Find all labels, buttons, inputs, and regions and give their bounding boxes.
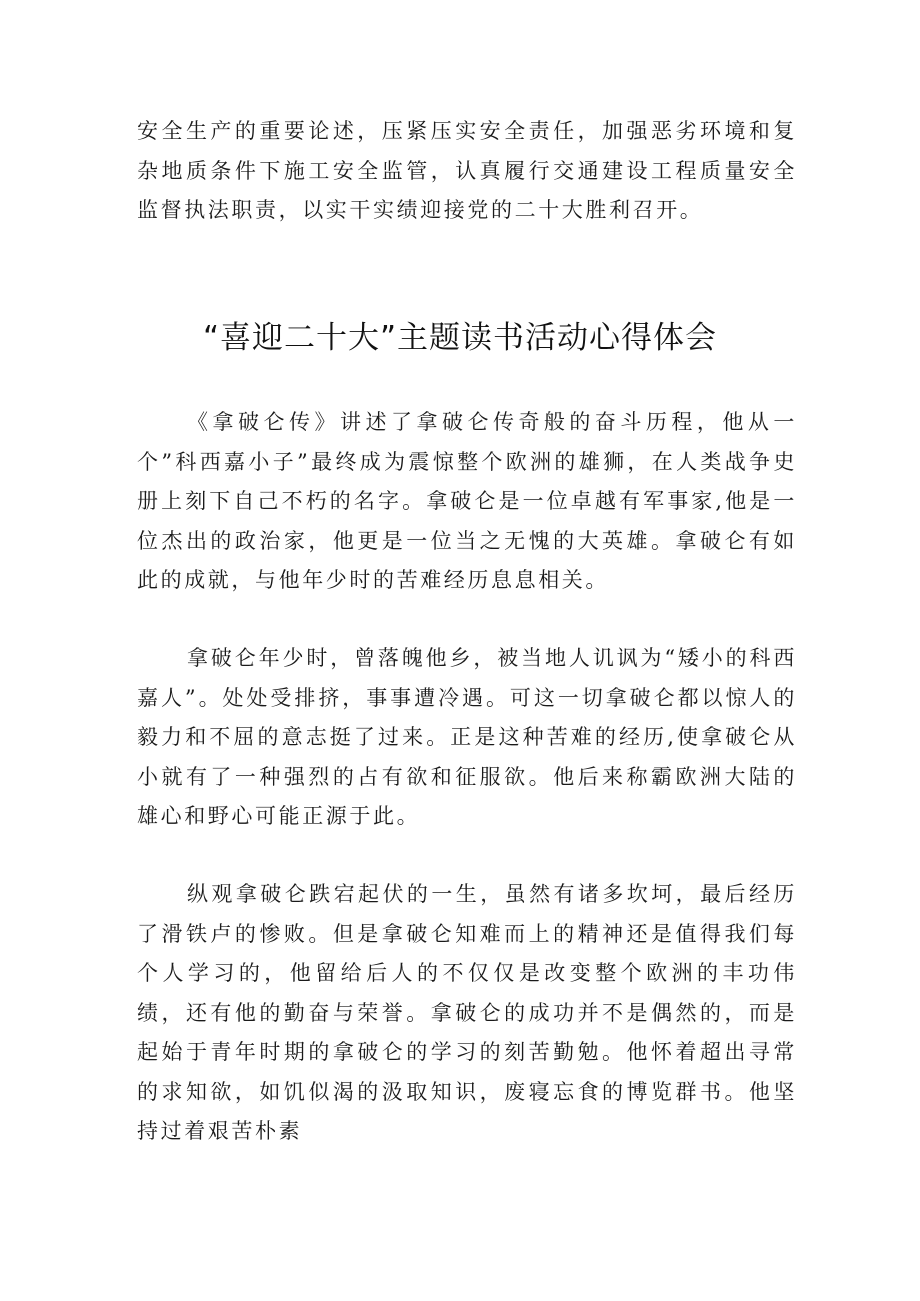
paragraph-3: 纵观拿破仑跌宕起伏的一生，虽然有诸多坎坷，最后经历了滑铁卢的惨败。但是拿破仑知难而上的精神还是值得我们每个人学习的，他留给后人的不仅仅是改变整个欧洲的丰功伟绩，还有他的勤奋与荣誉。拿破仑的成功并不是偶然的，而是起始于青年时期的拿破仑的学习的刻苦勤勉。他怀着超出寻常的求知欲，如饥似渴的汲取知识，废寝忘食的博览群书。他坚持过着艰苦朴素 — [137, 882, 797, 1143]
intro-paragraph: 安全生产的重要论述，压紧压实安全责任，加强恶劣环境和复杂地质条件下施工安全监管，认真履行交通建设工程质量安全监督执法职责，以实干实绩迎接党的二十大胜利召开。 — [137, 119, 797, 222]
paragraph-1: 《拿破仑传》讲述了拿破仑传奇般的奋斗历程，他从一个”科西嘉小子”最终成为震惊整个欧洲的雄狮，在人类战争史册上刻下自己不朽的名字。拿破仑是一位卓越有军事家,他是一位杰出的政治家，他更是一位当之无愧的大英雄。拿破仑有如此的成就，与他年少时的苦难经历息息相关。 — [137, 410, 797, 592]
paragraph-2: 拿破仑年少时，曾落魄他乡，被当地人讥讽为“矮小的科西嘉人”。处处受排挤，事事遭冷遇。可这一切拿破仑都以惊人的毅力和不屈的意志挺了过来。正是这种苦难的经历,使拿破仑从小就有了一种强烈的占有欲和征服欲。他后来称霸欧洲大陆的雄心和野心可能正源于此。 — [137, 646, 797, 828]
page-title: “喜迎二十大”主题读书活动心得体会 — [202, 320, 718, 356]
